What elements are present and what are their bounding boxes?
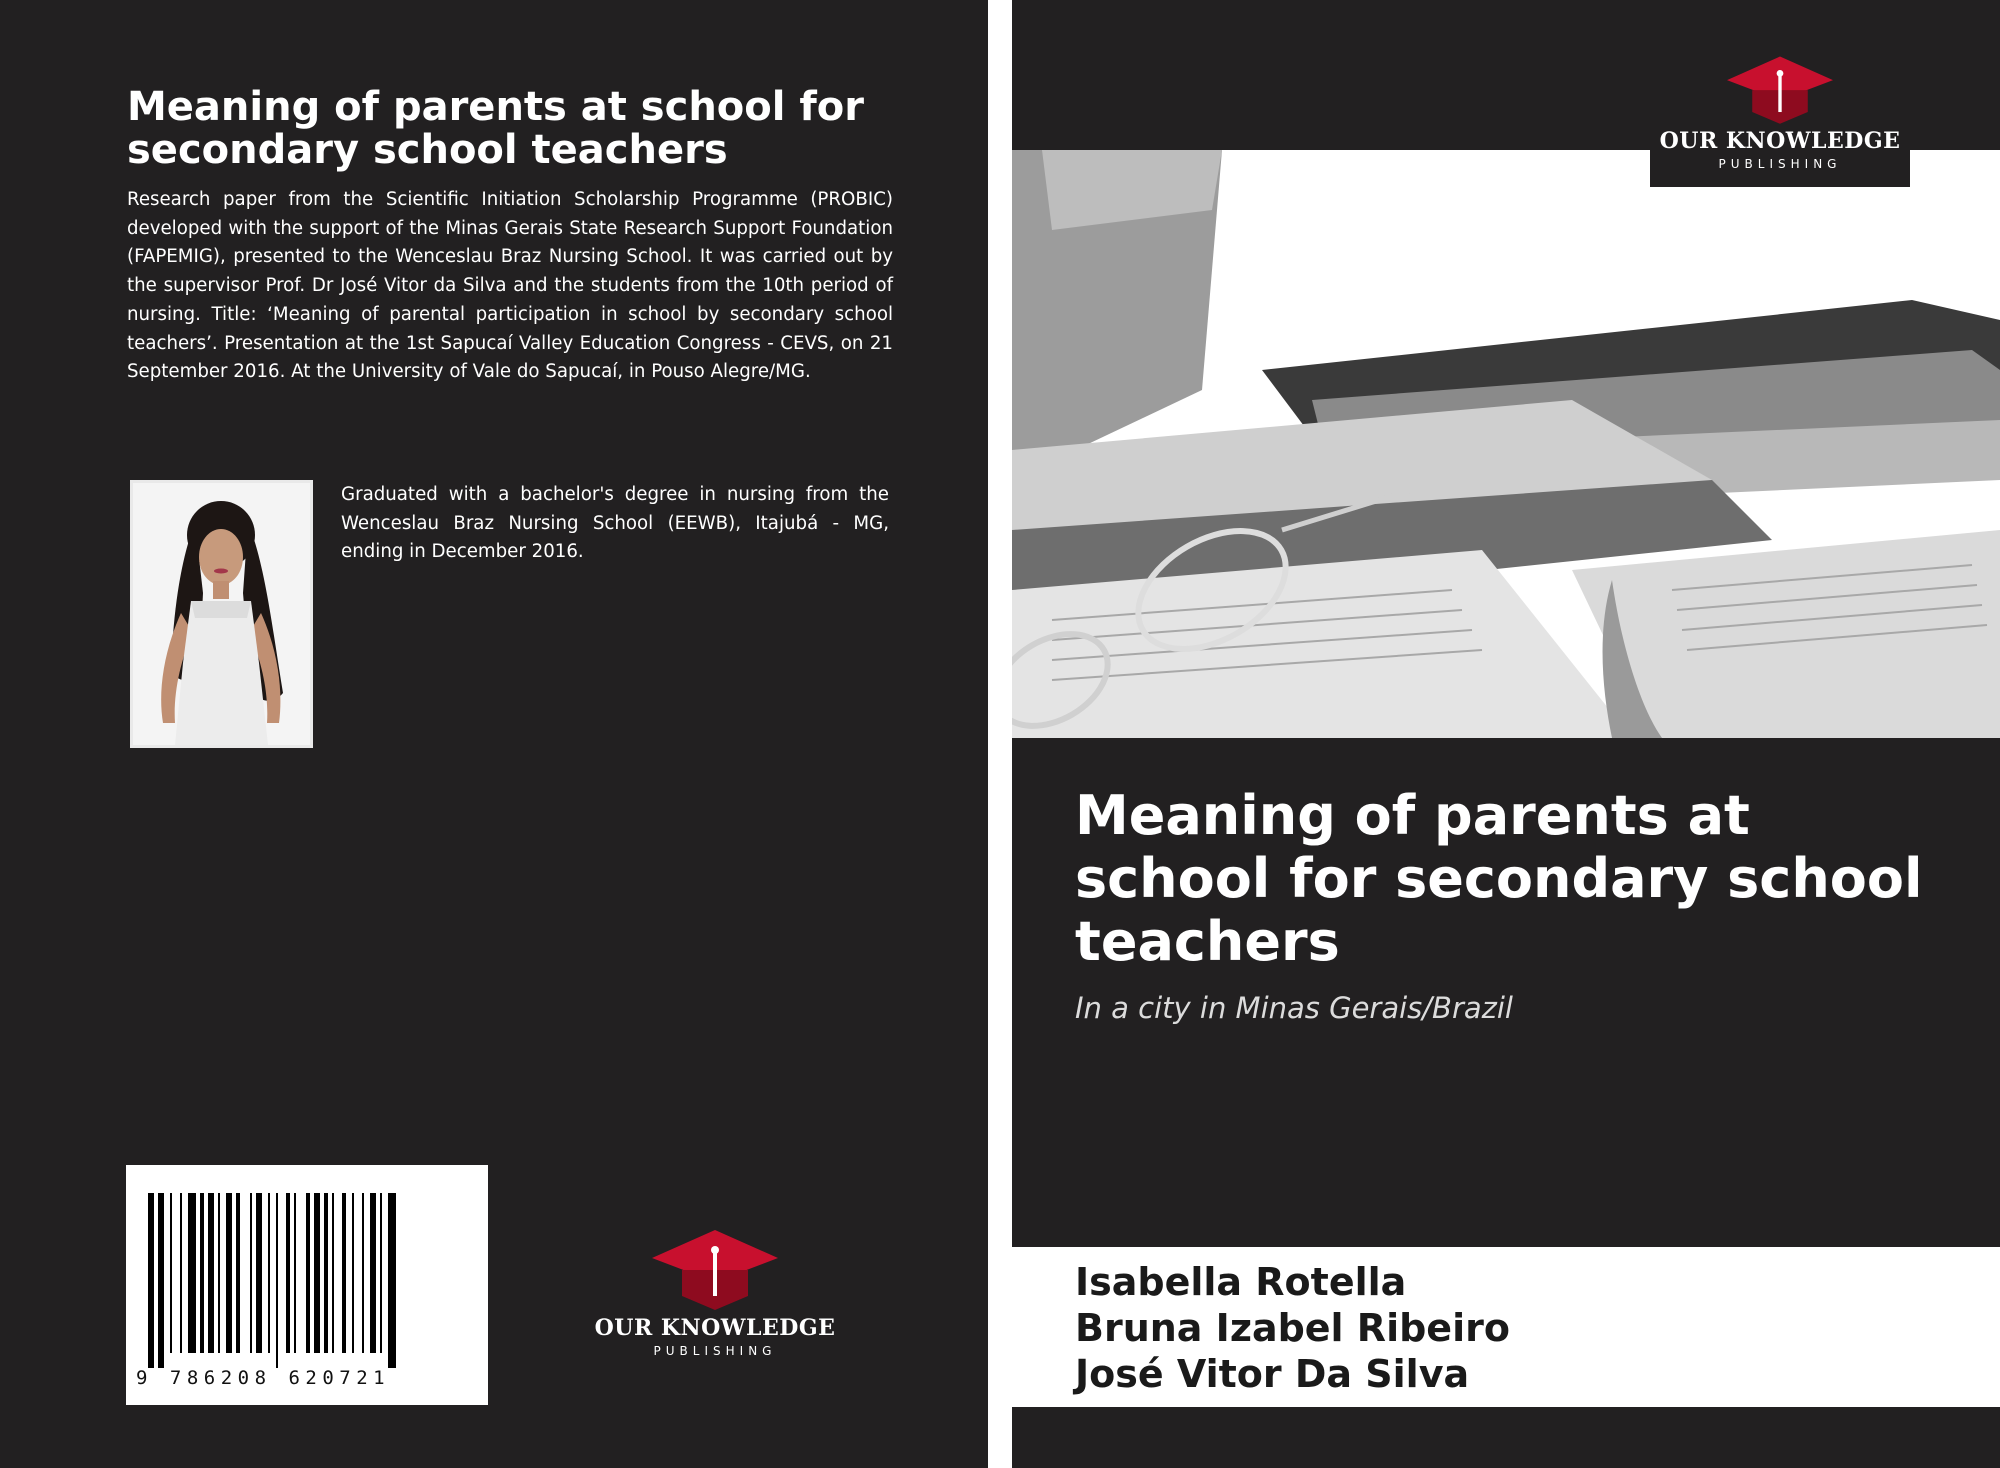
- authors-list: [1075, 1259, 1510, 1397]
- barcode-bar: [158, 1193, 164, 1368]
- barcode-bar: [256, 1193, 262, 1353]
- barcode-bar: [380, 1193, 382, 1353]
- barcode-bar: [170, 1193, 172, 1353]
- barcode-bar: [148, 1193, 154, 1368]
- barcode-bar: [306, 1193, 310, 1353]
- barcode-bar: [314, 1193, 320, 1353]
- publisher-wordmark: OUR KNOWLEDGE: [594, 1315, 836, 1341]
- barcode-bar: [332, 1193, 334, 1353]
- publisher-subtitle: PUBLISHING: [1718, 157, 1842, 171]
- front-cover-subtitle: In a city in Minas Gerais/Brazil: [1075, 991, 1513, 1025]
- author-name: José Vitor Da Silva: [1075, 1352, 1470, 1396]
- front-publisher-logo: [1650, 40, 1910, 187]
- back-cover: [0, 0, 988, 1468]
- back-cover-title: Meaning of parents at school for secondary school teachers: [127, 84, 865, 173]
- barcode-bar: [370, 1193, 376, 1353]
- graduation-cap-icon: [652, 1230, 778, 1312]
- front-cover-title: Meaning of parents at school for secondary school teachers: [1075, 784, 1923, 973]
- barcode-bar: [226, 1193, 232, 1353]
- barcode-bar: [208, 1193, 214, 1353]
- barcode-bar: [324, 1193, 328, 1353]
- graduation-cap-icon: [1727, 56, 1833, 126]
- barcode-bar: [294, 1193, 296, 1353]
- authors-band: [1012, 1247, 2000, 1407]
- publisher-subtitle: PUBLISHING: [653, 1344, 777, 1358]
- barcode-bar: [286, 1193, 290, 1353]
- author-bio: Graduated with a bachelor's degree in nursing from the Wenceslau Braz Nursing School (EEWB), Itajubá - MG, ending in December 2016.: [341, 484, 889, 563]
- barcode-bars: [146, 1193, 468, 1368]
- author-photo: [130, 480, 313, 748]
- barcode-bar: [180, 1193, 182, 1353]
- isbn-digits: 9 786208 620721: [136, 1367, 391, 1389]
- barcode-bar: [276, 1193, 278, 1368]
- isbn-barcode: [126, 1165, 488, 1405]
- barcode-bar: [236, 1193, 240, 1353]
- barcode-bar: [218, 1193, 220, 1353]
- barcode-bar: [342, 1193, 346, 1353]
- back-publisher-logo: [585, 1230, 845, 1360]
- barcode-bar: [352, 1193, 354, 1353]
- back-cover-blurb: Research paper from the Scientific Initiation Scholarship Programme (PROBIC) developed with the support of the Minas Gerais State Research Support Foundation (FAPEMIG), presented to the Wenceslau Braz Nursing School. It was carried out by the supervisor Prof. Dr José Vitor da Silva and the students from the 10th period of nursing. Title: ‘Meaning of parental participation in school by secondary school teachers’. Presentation at the 1st Sapucaí Valley Education Congress - CEVS, on 21 September 2016. At the University of Vale do Sapucaí, in Pouso Alegre/MG.: [127, 189, 893, 383]
- author-name: Bruna Izabel Ribeiro: [1075, 1306, 1510, 1350]
- author-name: Isabella Rotella: [1075, 1260, 1407, 1304]
- barcode-bar: [268, 1193, 270, 1353]
- barcode-bar: [200, 1193, 204, 1353]
- barcode-bar: [188, 1193, 196, 1353]
- cover-photo: [1012, 150, 2000, 738]
- barcode-bar: [388, 1193, 396, 1368]
- barcode-bar: [362, 1193, 364, 1353]
- barcode-bar: [250, 1193, 252, 1353]
- publisher-wordmark: OUR KNOWLEDGE: [1659, 128, 1901, 154]
